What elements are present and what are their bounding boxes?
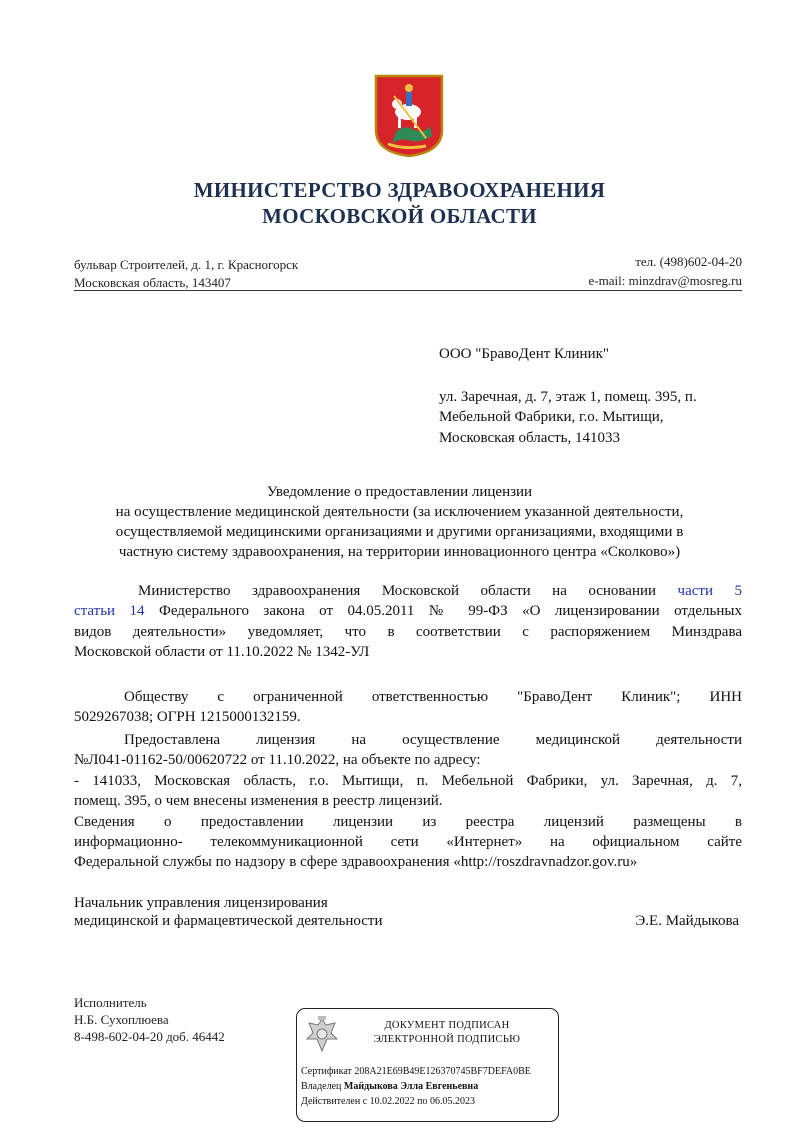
subject-line2: на осуществление медицинской деятельности (за исключением указанной деятельности, <box>115 504 684 520</box>
body-p4-line1: Сведения о предоставлении лицензии из реестра лицензий размещены в <box>74 814 742 830</box>
body-p3-line3: - 141033, Московская область, г.о. Мытищи, п. Мебельной Фабрики, ул. Заречная, д. 7, <box>74 773 742 789</box>
body-p3-line4: помещ. 395, о чем внесены изменения в реестр лицензий. <box>74 793 443 809</box>
ministry-address-line1: бульвар Строителей, д. 1, г. Красногорск <box>74 257 299 272</box>
electronic-signature-stamp <box>296 1008 559 1122</box>
subject-line4: частную систему здравоохранения, на территории инновационного центра «Сколково») <box>118 544 681 560</box>
body-p1-line2 <box>74 601 742 622</box>
executor-label: Исполнитель <box>74 995 147 1010</box>
recipient-address-line2: Мебельной Фабрики, г.о. Мытищи, <box>439 409 664 425</box>
body-p2-line1: Обществу с ограниченной ответственностью "БравоДент Клиник"; ИНН <box>124 689 742 705</box>
body-p2-line2: 5029267038; ОГРН 1215000132159. <box>74 709 301 725</box>
executor-name: Н.Б. Сухоплюева <box>74 1012 169 1027</box>
certificate-validity: Действителен с 10.02.2022 по 06.05.2023 <box>301 1096 475 1107</box>
body-p4-line3: Федеральной службы по надзору в сфере здравоохранения «http://roszdravnadzor.gov.ru» <box>74 854 638 870</box>
certificate-number: Сертификат 208A21E69B49E126370745BF7DEFA0BE <box>301 1066 531 1077</box>
body-p3-line2: №Л041-01162-50/00620722 от 11.10.2022, на объекте по адресу: <box>74 752 481 768</box>
coat-of-arms-emblem <box>374 74 444 158</box>
body-p4-line2: информационно- телекоммуникационной сети «Интернет» на официальном сайте <box>74 834 742 850</box>
ministry-address-line2: Московская область, 143407 <box>74 275 231 290</box>
subject-line3: осуществляемой медицинскими организациями и другими организациями, входящими в <box>115 524 684 540</box>
body-p1-line1 <box>138 581 742 602</box>
signer-title-line2: медицинской и фармацевтической деятельности <box>74 913 383 929</box>
eagle-emblem-icon <box>305 1015 339 1055</box>
recipient-address-line1: ул. Заречная, д. 7, этаж 1, помещ. 395, п. <box>439 389 697 405</box>
stamp-title-line2: ЭЛЕКТРОННОЙ ПОДПИСЬЮ <box>373 1034 521 1045</box>
owner-name: Майдыкова Элла Евгеньевна <box>343 1081 479 1092</box>
ministry-email: e-mail: minzdrav@mosreg.ru <box>588 273 742 288</box>
body-p1-line4: Московской области от 11.10.2022 № 1342-УЛ <box>74 644 370 660</box>
recipient-name: ООО "БравоДент Клиник" <box>439 346 610 362</box>
signer-title-line1: Начальник управления лицензирования <box>74 895 328 911</box>
law-article-link[interactable]: статьи 14 <box>74 603 145 619</box>
ministry-phone: тел. (498)602-04-20 <box>635 254 742 269</box>
signer-name: Э.Е. Майдыкова <box>635 913 739 929</box>
body-p1-line3: видов деятельности» уведомляет, что в соответствии с распоряжением Минздрава <box>74 624 742 640</box>
body-p3-line1: Предоставлена лицензия на осуществление медицинской деятельности <box>124 732 742 748</box>
body-p1-text: Федерального закона от 04.05.2011 № 99-ФЗ «О лицензировании отдельных <box>144 603 742 619</box>
recipient-address-line3: Московская область, 141033 <box>439 430 620 446</box>
certificate-owner <box>301 1080 478 1094</box>
ministry-title-line1: МИНИСТЕРСТВО ЗДРАВООХРАНЕНИЯ <box>193 178 606 202</box>
executor-phone: 8-498-602-04-20 доб. 46442 <box>74 1029 225 1044</box>
stamp-title-line1: ДОКУМЕНТ ПОДПИСАН <box>384 1020 510 1031</box>
owner-label: Владелец <box>301 1081 344 1092</box>
law-part-link[interactable]: части 5 <box>677 583 742 599</box>
body-p1-text: Министерство здравоохранения Московской области на основании <box>138 583 678 599</box>
header-divider <box>74 290 742 291</box>
ministry-title-line2: МОСКОВСКОЙ ОБЛАСТИ <box>262 204 537 228</box>
subject-line1: Уведомление о предоставлении лицензии <box>266 484 533 500</box>
